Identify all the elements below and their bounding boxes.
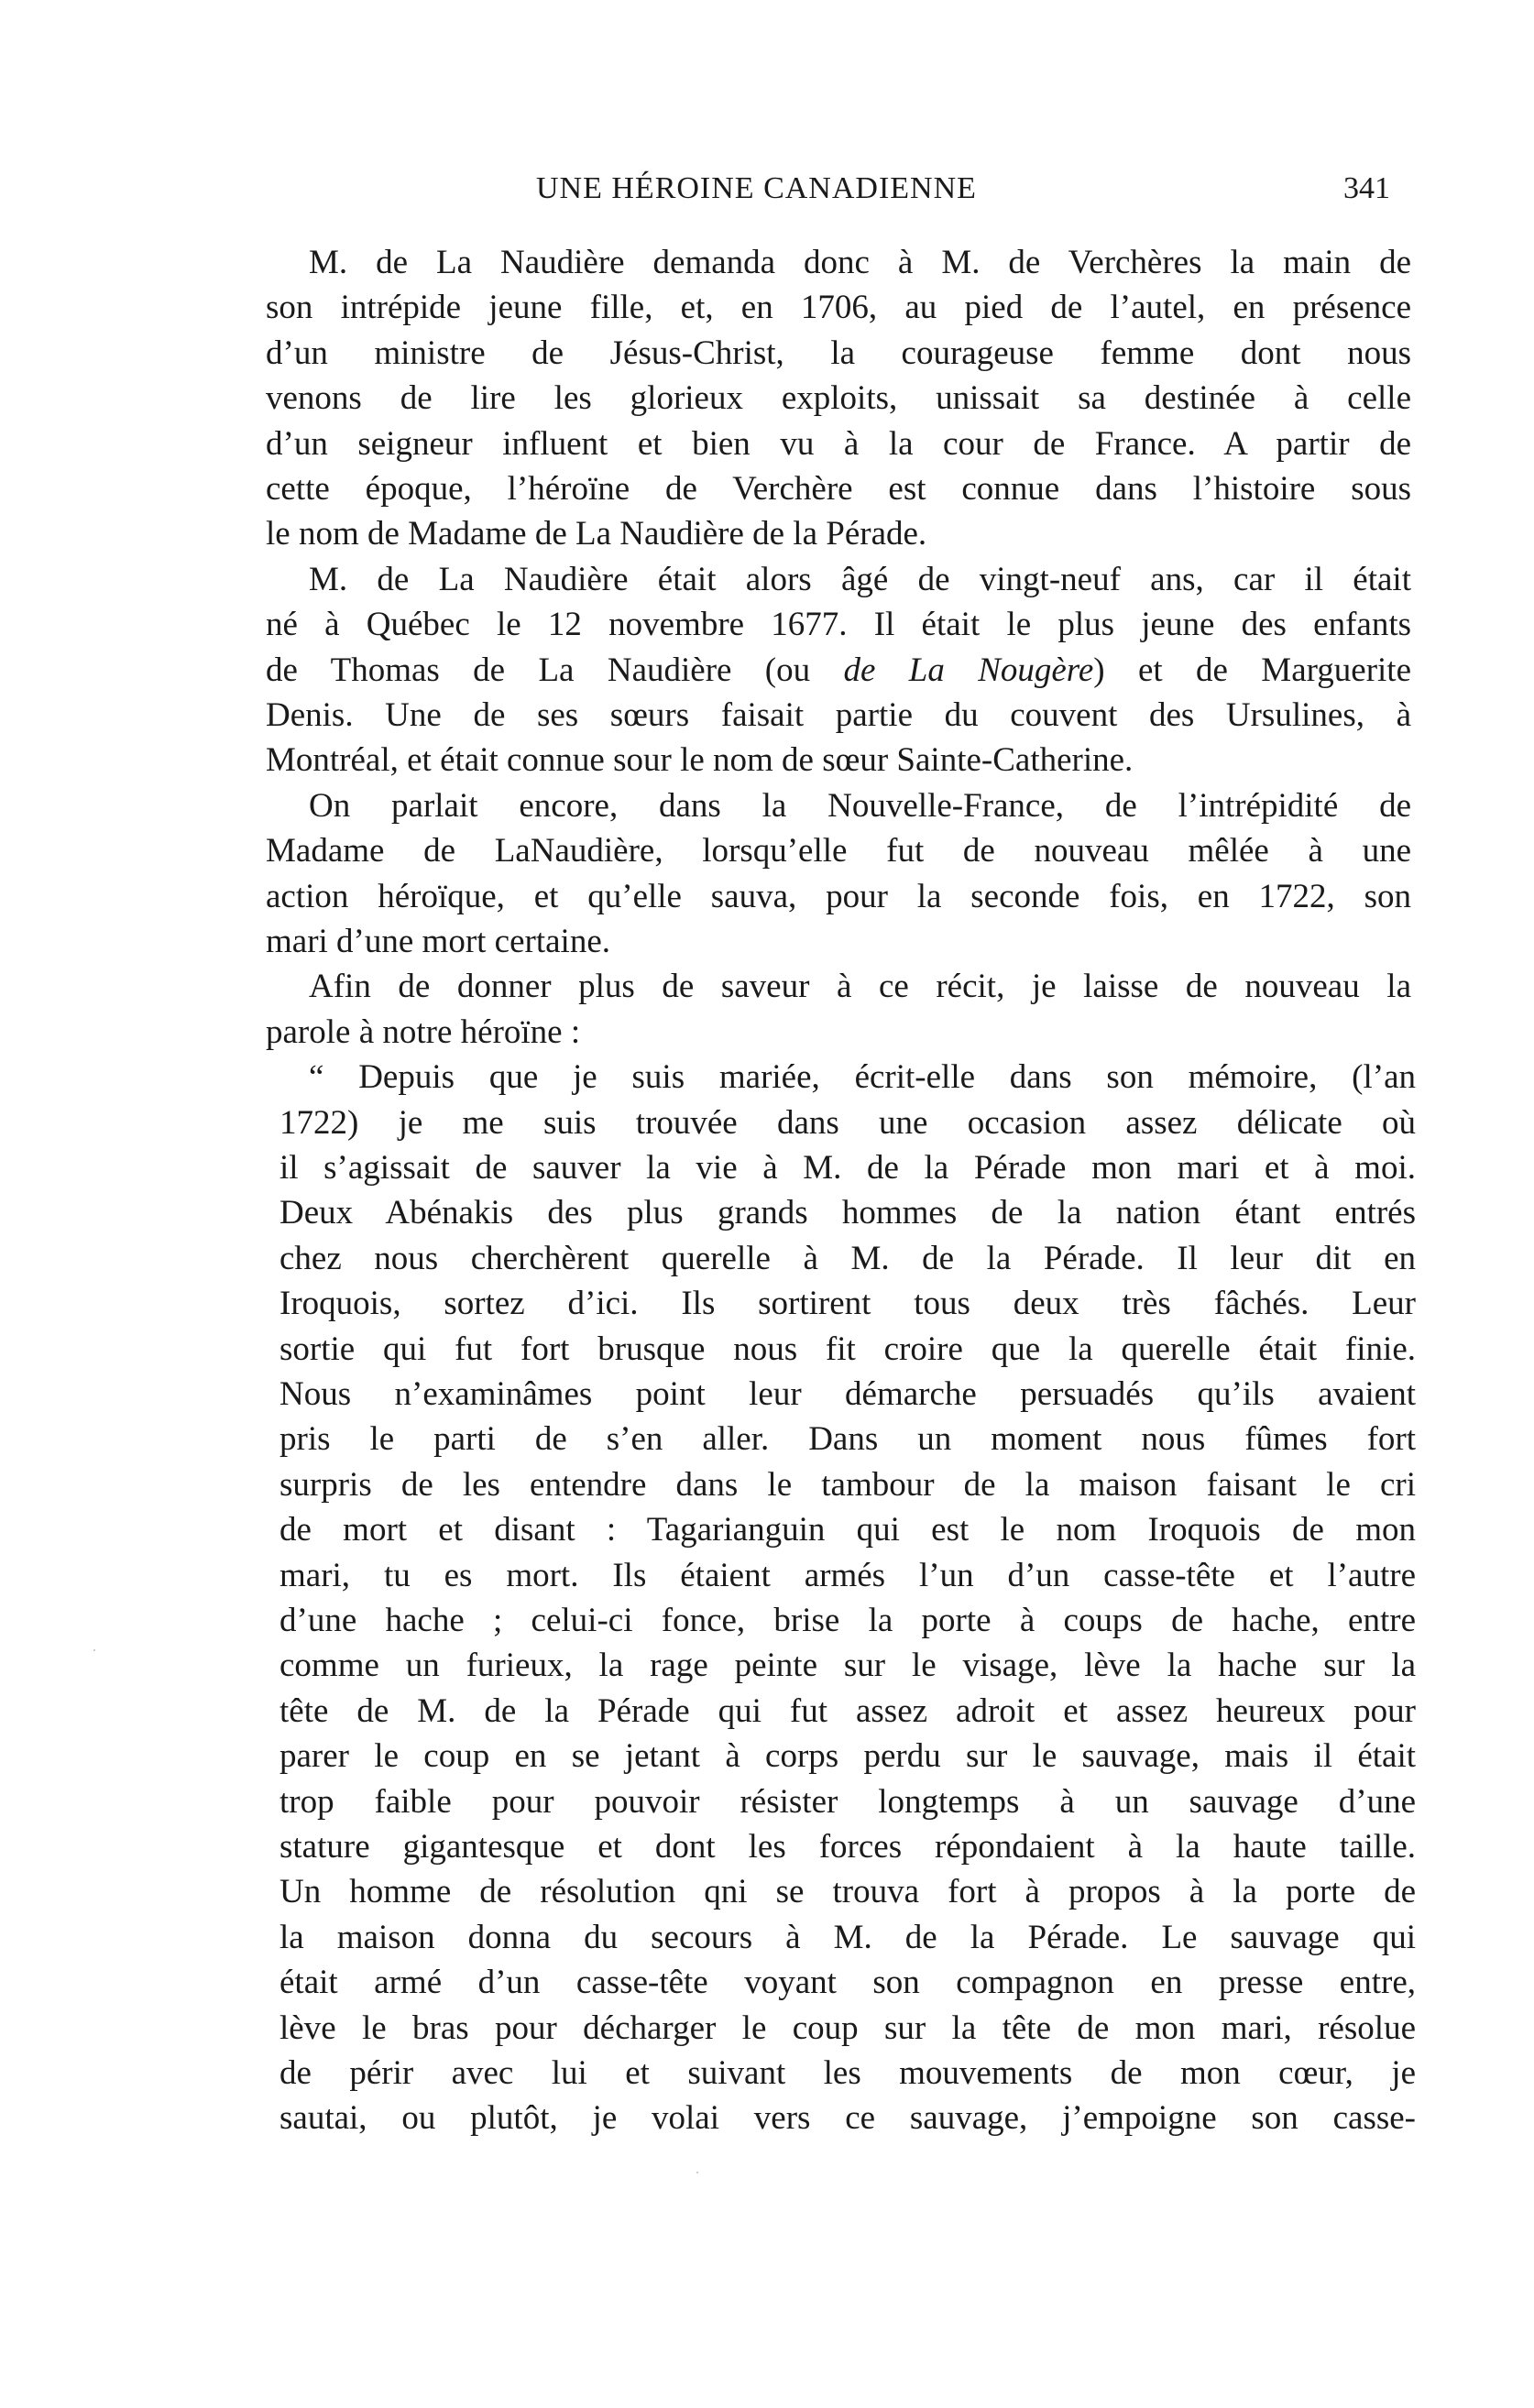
text-line: lève le bras pour décharger le coup sur la tête de mon mari, résolue — [279, 2009, 1416, 2047]
paper-speck — [93, 1649, 95, 1651]
text-line: de mort et disant : Tagarianguin qui est le nom Iroquois de mon — [279, 1511, 1416, 1549]
text-line: venons de lire les glorieux exploits, unissait sa destinée à celle — [266, 379, 1411, 417]
text-line: Denis. Une de ses sœurs faisait partie du couvent des Ursulines, à — [266, 696, 1411, 734]
text-line: d’un seigneur influent et bien vu à la cour de France. A partir de — [266, 425, 1411, 463]
text-line: Montréal, et était connue sour le nom de sœur Sainte-Catherine. — [266, 741, 1134, 779]
text-line: sautai, ou plutôt, je volai vers ce sauvage, j’empoigne son casse- — [279, 2099, 1416, 2137]
text-line: était armé d’un casse-tête voyant son compagnon en presse entre, — [279, 1964, 1416, 2001]
text-line: la maison donna du secours à M. de la Pérade. Le sauvage qui — [279, 1919, 1416, 1956]
text-line: “ Depuis que je suis mariée, écrit-elle dans son mémoire, (l’an — [309, 1058, 1416, 1096]
text-line: tête de M. de la Pérade qui fut assez adroit et assez heureux pour — [279, 1692, 1416, 1730]
text-line: Nous n’examinâmes point leur démarche persuadés qu’ils avaient — [279, 1375, 1416, 1413]
text-line: il s’agissait de sauver la vie à M. de la Pérade mon mari et à moi. — [279, 1149, 1416, 1187]
text-line: trop faible pour pouvoir résister longtemps à un sauvage d’une — [279, 1783, 1416, 1821]
text-line: le nom de Madame de La Naudière de la Pérade. — [266, 515, 927, 553]
text-line: né à Québec le 12 novembre 1677. Il était le plus jeune des enfants — [266, 606, 1411, 643]
text-line: sortie qui fut fort brusque nous fit croire que la querelle était finie. — [279, 1330, 1416, 1368]
page-number: 341 — [1343, 171, 1390, 205]
text-line: cette époque, l’héroïne de Verchère est connue dans l’histoire sous — [266, 470, 1411, 508]
text-line: Afin de donner plus de saveur à ce récit, je laisse de nouveau la — [309, 968, 1411, 1005]
text-line: M. de La Naudière demanda donc à M. de Verchères la main de — [309, 244, 1411, 281]
text-line: chez nous cherchèrent querelle à M. de la Pérade. Il leur dit en — [279, 1240, 1416, 1277]
text-line: surpris de les entendre dans le tambour de la maison faisant le cri — [279, 1466, 1416, 1504]
text-line: mari, tu es mort. Ils étaient armés l’un d’un casse-tête et l’autre — [279, 1557, 1416, 1594]
text-line: Iroquois, sortez d’ici. Ils sortirent tous deux très fâchés. Leur — [279, 1285, 1416, 1322]
text-line: d’une hache ; celui-ci fonce, brise la porte à coups de hache, entre — [279, 1602, 1416, 1639]
italic-name: de La Nougère — [843, 651, 1094, 689]
text-line: action héroïque, et qu’elle sauva, pour la seconde fois, en 1722, son — [266, 878, 1411, 915]
text-line: parole à notre héroïne : — [266, 1013, 581, 1051]
text-line: On parlait encore, dans la Nouvelle-France, de l’intrépidité de — [309, 787, 1411, 825]
text-line: Un homme de résolution qni se trouva fort à propos à la porte de — [279, 1873, 1416, 1910]
text-line: 1722) je me suis trouvée dans une occasion assez délicate où — [279, 1104, 1416, 1142]
text-line: pris le parti de s’en aller. Dans un moment nous fûmes fort — [279, 1420, 1416, 1458]
text-line: stature gigantesque et dont les forces répondaient à la haute taille. — [279, 1828, 1416, 1866]
text-line: Deux Abénakis des plus grands hommes de la nation étant entrés — [279, 1194, 1416, 1231]
text-line: comme un furieux, la rage peinte sur le visage, lève la hache sur la — [279, 1647, 1416, 1684]
text-line: de périr avec lui et suivant les mouvements de mon cœur, je — [279, 2054, 1416, 2092]
text-line: Madame de LaNaudière, lorsqu’elle fut de nouveau mêlée à une — [266, 832, 1411, 870]
text-line: mari d’une mort certaine. — [266, 923, 610, 960]
text-line: son intrépide jeune fille, et, en 1706, au pied de l’autel, en présence — [266, 289, 1411, 326]
text-line: M. de La Naudière était alors âgé de vingt-neuf ans, car il était — [309, 561, 1411, 598]
text-line: de Thomas de La Naudière (ou de La Nougère) et de Marguerite — [266, 651, 1411, 689]
text-line: parer le coup en se jetant à corps perdu sur le sauvage, mais il était — [279, 1737, 1416, 1775]
text-line: d’un ministre de Jésus-Christ, la courageuse femme dont nous — [266, 334, 1411, 372]
running-head-title: UNE HÉROINE CANADIENNE — [536, 171, 977, 205]
paper-speck — [696, 2172, 698, 2173]
